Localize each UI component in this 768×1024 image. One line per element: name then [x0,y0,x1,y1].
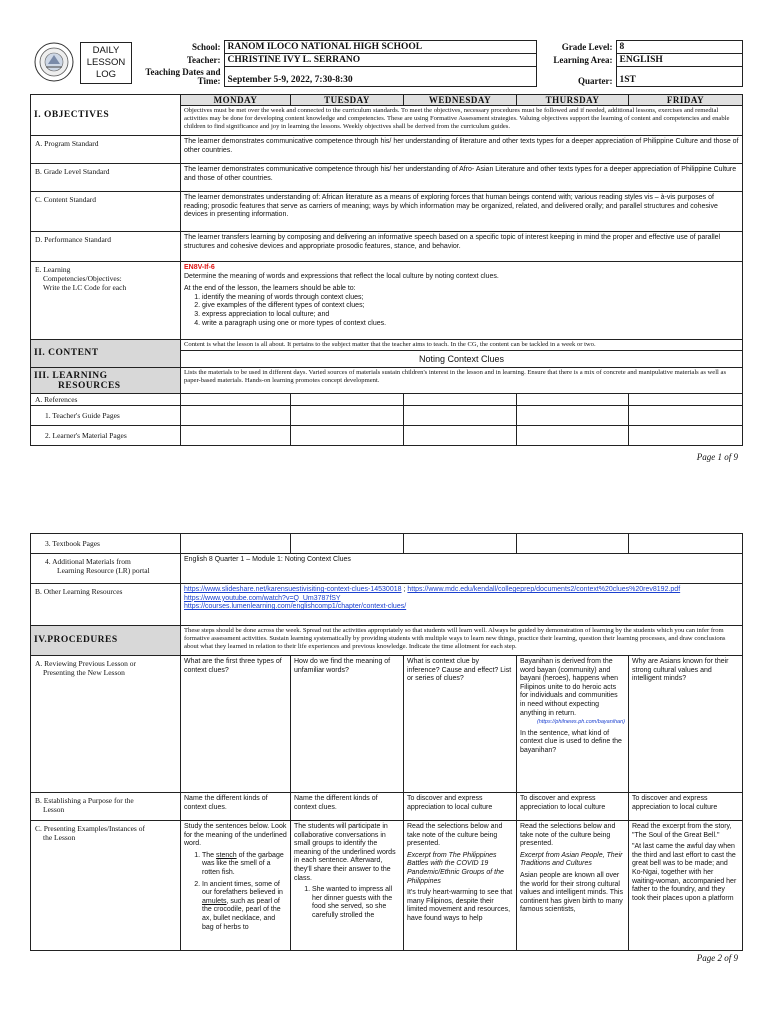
program-standard-label: A. Program Standard [31,136,181,164]
purpose-monday: Name the different kinds of context clues. [181,793,291,821]
resource-link[interactable]: https://www.mdc.edu/kendall/collegeprep/documents2/context%20clues%20rev8192.pdf [407,586,681,593]
list-item: 4. write a paragraph using one or more types of context clues. [202,320,739,329]
reviewing-lesson-label: A. Reviewing Previous Lesson or Presenting the New Lesson [31,656,181,793]
purpose-friday: To discover and express appreciation to local culture [629,793,743,821]
resource-link[interactable]: https://courses.lumenlearning.com/englishcomp1/chapter/context-clues/ [184,603,407,611]
page-number-2: Page 2 of 9 [696,953,738,963]
examples-tuesday: The students will participate in collaborative conversations in small groups to identify the meaning of the underlined words in each sentence. Afterward, they'll share their answer to the class. 1. She wanted to impress all her dinner guests with the food she served, so she carefully strolled the [291,821,404,951]
content-standard-text: The learner demonstrates understanding of: African literature as a means of exploring forces that human beings contend with; various reading styles vis – à-vis purposes of reading; prosodic features that serve as carriers of meaning; ways by which information may be organized, related, and delivered orally; and parallel structures and cohesive devices in presenting information. [181,192,743,232]
procedures-note: These steps should be done across the week. Spread out the activities appropriately so that students will learn well. Always be guided by demonstration of learning by the students which you can infer from formative assessment activities. Sustain learning systematically by providing students with multiple ways to learn new things, practice their learning, question their learning processes, and draw conclusions about what they learned in relation to their life experiences and previous knowledge. Indicate the time allotment for each step. [181,626,743,656]
review-tuesday: How do we find the meaning of unfamiliar words? [291,656,404,793]
teacher-value: CHRISTINE IVY L. SERRANO [224,54,536,67]
area-value: ENGLISH [616,54,742,67]
list-item: 1. The stench of the garbage was like the smell of a rotten fish. [202,852,287,878]
references-label: A. References [31,394,181,406]
deped-seal-icon [34,42,74,82]
examples-thursday: Read the selections below and take note of the culture being presented. Excerpt from Asian People, Their Traditions and Cultures Asian people are known all over the world for their strong cultural values and intelligent minds. This continent has given birth to many famous scientists, [517,821,629,951]
content-standard-label: C. Content Standard [31,192,181,232]
performance-standard-label: D. Performance Standard [31,232,181,262]
day-friday: FRIDAY [629,95,743,106]
review-thursday: Bayanihan is derived from the word bayan (community) and bayani (heroes), happens when Filipinos unite to do heroic acts for individuals and communities in need without expecting anything in return. (https://philnews.ph.com/bayanihan) In the sentence, what kind of context clue is used to define the bayanihan? [517,656,629,793]
teacher-label: Teacher: [138,54,224,67]
additional-materials-label: 4. Additional Materials from Learning Resource (LR) portal [31,554,181,584]
header-table [30,40,743,87]
review-friday: Why are Asians known for their strong cultural values and intelligent minds? [629,656,743,793]
list-item: 3. express appreciation to local culture; and [202,311,739,320]
competencies-label: E. Learning Competencies/Objectives: Write the LC Code for each [31,262,181,340]
list-item: 1. She wanted to impress all her dinner guests with the food she served, so she carefully strolled the [312,886,400,920]
grade-value: 8 [616,41,742,54]
content-note: Content is what the lesson is all about. It pertains to the subject matter that the teacher aims to teach. In the CG, the content can be tackled in a week or two. [181,340,743,351]
resources-note: Lists the materials to be used in different days. Varied sources of materials sustain children's interest in the lesson and in learning. Ensure that there is a mix of concrete and manipulative materials as well as paper-based materials. Hands-on learning promotes concept development. [181,368,743,394]
objectives-note: Objectives must be met over the week and connected to the curriculum standards. To meet the objectives, necessary procedures must be followed and if needed, additional lessons, exercises and remedial activities may be done for developing content knowledge and competencies. These are using Formative Assessment strategies. Valuing objectives support the learning of content and competencies and enable children to find significance and joy in learning the lessons. Weekly objectives shall be derived from the curriculum guides. [181,106,743,136]
objectives-table [30,94,743,446]
purpose-thursday: To discover and express appreciation to local culture [517,793,629,821]
additional-materials-text: English 8 Quarter 1 – Module 1: Noting Context Clues [181,554,743,584]
area-label: Learning Area: [536,54,616,67]
grade-level-standard-label: B. Grade Level Standard [31,164,181,192]
page-2 [0,525,768,1024]
content-topic: Noting Context Clues [181,350,743,367]
textbook-pages-label: 3. Textbook Pages [31,534,181,554]
list-item: 2. give examples of the different types of context clues; [202,302,739,311]
other-resources-links: https://www.slideshare.net/karensuestivisiting-context-clues-14530018 ; https://www.mdc.edu/kendall/collegeprep/documents2/context%20clues%20rev8192.pdf https://www.youtube.com/watch?v=Q_Um3787fSY https://courses.lumenlearning.com/englishcomp1/chapter/context-clues/ [181,584,743,626]
other-resources-label: B. Other Learning Resources [31,584,181,626]
school-value: RANOM ILOCO NATIONAL HIGH SCHOOL [224,41,536,54]
purpose-tuesday: Name the different kinds of context clues. [291,793,404,821]
resource-link[interactable]: https://www.youtube.com/watch?v=Q_Um3787fSY [184,594,341,602]
bayanihan-source: (https://philnews.ph.com/bayanihan) [536,719,625,726]
procedures-table [30,533,743,951]
dates-label: Teaching Dates and Time: [138,67,224,87]
day-monday: MONDAY [181,95,291,106]
dates-value: September 5-9, 2022, 7:30-8:30 [224,67,536,87]
header [30,40,742,88]
day-thursday: THURSDAY [517,95,629,106]
list-item: 1. identify the meaning of words through context clues; [202,294,739,303]
performance-standard-text: The learner transfers learning by composing and delivering an informative speech based on a specific topic of interest keeping in mind the proper and effective use of parallel structures and cohesive devices and appropriate prosodic features, stance, and behavior. [181,232,743,262]
examples-label: C. Presenting Examples/Instances of the Lesson [31,821,181,951]
resource-link[interactable]: https://www.slideshare.net/karensuestivisiting-context-clues-14530018 [184,586,402,593]
lc-code: EN8V-If-6 [184,264,215,271]
grade-label: Grade Level: [536,41,616,54]
objectives-title: I. OBJECTIVES [31,95,181,136]
examples-friday: Read the excerpt from the story, "The Soul of the Great Bell." "At last came the awful day when the third and last effort to cast the great bell was to be made; and Ko-Ngai, together with her waiting-woman, accompanied her father to the foundry, and they took their places upon a platform [629,821,743,951]
school-label: School: [138,41,224,54]
objective-list [202,294,739,328]
learners-material-label: 2. Learner's Material Pages [31,426,181,446]
purpose-label: B. Establishing a Purpose for the Lesson [31,793,181,821]
review-monday: What are the first three types of context clues? [181,656,291,793]
resources-title: III. LEARNING RESOURCES [31,368,181,394]
day-tuesday: TUESDAY [291,95,404,106]
grade-level-standard-text: The learner demonstrates communicative competence through his/ her understanding of Afro- Asian Literature and other texts types for a deeper appreciation of Philippine Culture and those of other countries. [181,164,743,192]
list-item: 2. In ancient times, some of our forefathers believed in amulets, such as pearl of the crocodile, pearl of the ax, bullet necklace, and bag of herbs to [202,881,287,933]
purpose-wednesday: To discover and express appreciation to local culture [404,793,517,821]
examples-monday: Study the sentences below. Look for the meaning of the underlined word. 1. The stench of the garbage was like the smell of a rotten fish. 2. In ancient times, some of our forefathers believed in amulets, such as pearl of the crocodile, pearl of the ax, bullet necklace, and bag of herbs to [181,821,291,951]
examples-wednesday: Read the selections below and take note of the culture being presented. Excerpt from The Philippines Battles with the COVID 19 Pandemic/Ethnic Groups of the Philippines It's truly heart-warming to see that many Filipinos, despite their limited movement and resources, have found ways to help [404,821,517,951]
quarter-label: Quarter: [536,67,616,87]
page-1 [0,0,768,470]
review-wednesday: What is context clue by inference? Cause and effect? List or series of clues? [404,656,517,793]
page-gap [0,470,768,525]
teachers-guide-label: 1. Teacher's Guide Pages [31,406,181,426]
procedures-title: IV.PROCEDURES [31,626,181,656]
day-wednesday: WEDNESDAY [404,95,517,106]
content-title: II. CONTENT [31,340,181,368]
program-standard-text: The learner demonstrates communicative competence through his/ her understanding of literature and other texts types for a deeper appreciation of Philippine Culture and those of other countries. [181,136,743,164]
quarter-value: 1ST [616,67,742,87]
page-number-1: Page 1 of 9 [696,452,738,462]
daily-lesson-log-badge: DAILY LESSON LOG [80,42,132,84]
competencies-text: EN8V-If-6 Determine the meaning of words and expressions that reflect the local culture by noting context clues. At the end of the lesson, the learners should be able to: 1. identify the meaning of words through context clues; 2. give examples of the different types of context clues; 3. express appreciation to local culture; and 4. write a paragraph using one or more types of context clues. [181,262,743,340]
